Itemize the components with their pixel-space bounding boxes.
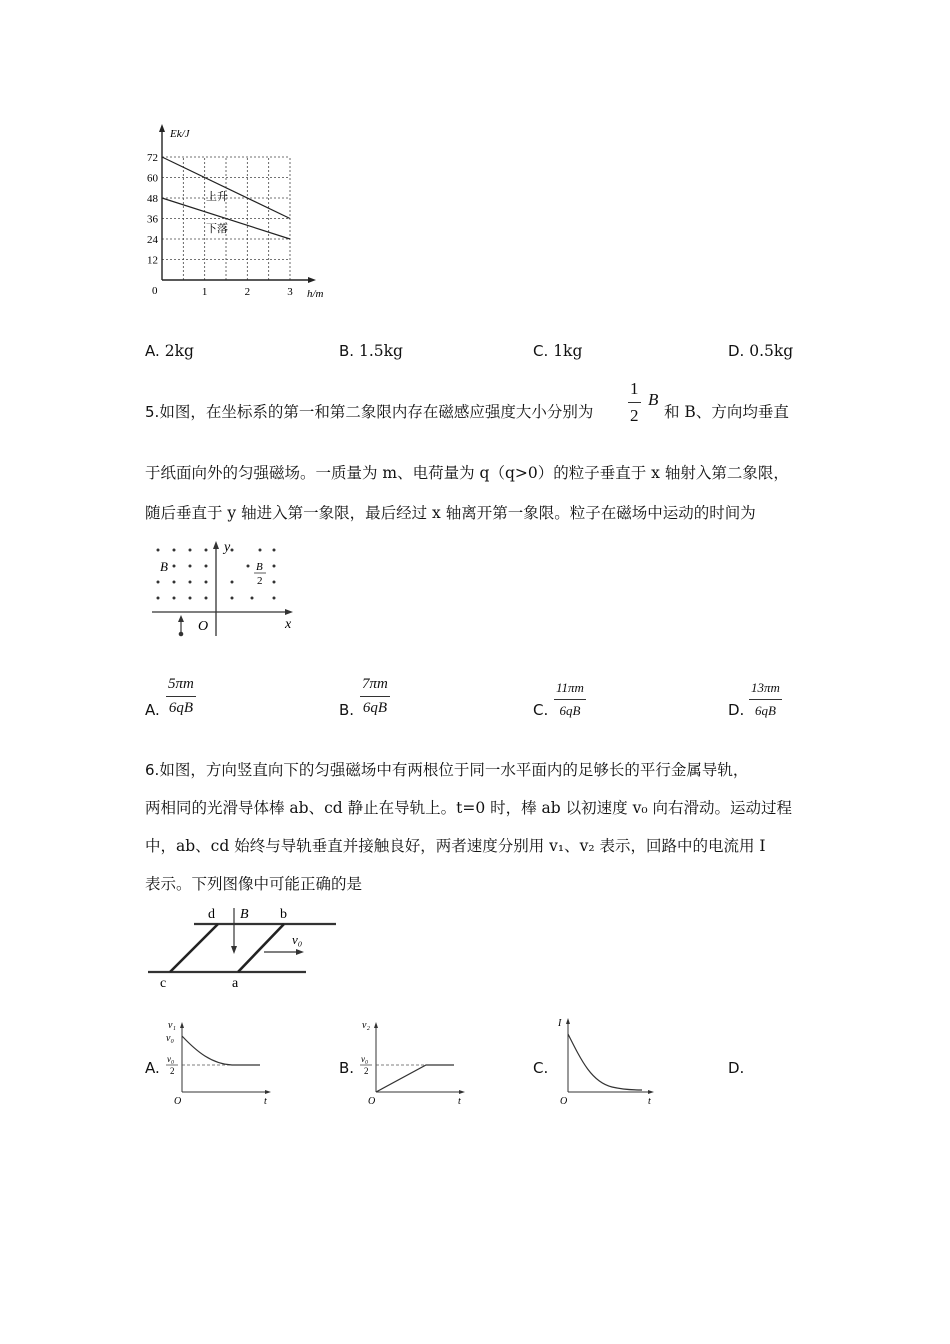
half-b-symbol: B (648, 390, 659, 409)
x-axis-label: x (285, 617, 292, 632)
graph-b-xlabel: t (458, 1096, 461, 1106)
q5-option-b-fraction (360, 676, 390, 717)
q6-line3: 中，ab、cd 始终与导轨垂直并接触良好，两者速度分别用 v₁、v₂ 表示，回路中的电流用 I (145, 837, 766, 855)
series-label-down: 下落 (206, 223, 228, 235)
field-dot (273, 549, 276, 552)
q5-option-a-fraction (166, 676, 196, 717)
fraction-denominator: 6qB (754, 703, 776, 718)
right-field-num: B (256, 561, 263, 573)
field-dot (173, 549, 176, 552)
label-d: d (208, 907, 215, 922)
graph-b-ymid-den: 2 (364, 1066, 369, 1076)
graph-c-ylabel: I (558, 1018, 562, 1029)
graph-b-origin: O (368, 1096, 376, 1106)
field-dot (247, 565, 250, 568)
chart-origin: 0 (152, 285, 158, 297)
field-dot (157, 549, 160, 552)
graph-c (550, 1012, 665, 1106)
y-tick-label: 60 (147, 172, 158, 185)
label-a: a (232, 976, 239, 991)
field-dot (157, 597, 160, 600)
field-dot (251, 597, 254, 600)
q6-line1-text: 如图，方向竖直向下的匀强磁场中有两根位于同一水平面内的足够长的平行金属导轨， (159, 761, 749, 779)
rail-figure (146, 902, 341, 992)
q5-option-a-letter[interactable]: A. (145, 701, 160, 719)
field-dot (157, 581, 160, 584)
fraction-numerator: 7πm (360, 676, 390, 697)
q6-line4: 表示。下列图像中可能正确的是 (145, 875, 363, 893)
chart-ylabel: Ek/J (170, 128, 190, 140)
field-dot (205, 581, 208, 584)
origin-label: O (198, 619, 209, 634)
q6-line2: 两相同的光滑导体棒 ab、cd 静止在导轨上。t=0 时，棒 ab 以初速度 v₀ 向右滑动。运动过程 (145, 799, 792, 817)
field-dot (189, 565, 192, 568)
label-b: b (280, 907, 287, 922)
question-number: 6. (145, 761, 160, 779)
fraction-denominator: 6qB (168, 700, 194, 716)
option-letter: B. (339, 342, 355, 360)
q5-option-d-fraction (749, 680, 782, 719)
q5-line1-text: 如图，在坐标系的第一和第二象限内存在磁感应强度大小分别为 (159, 403, 594, 421)
option-letter: C. (533, 342, 549, 360)
graph-a-ylabel: v₁ (168, 1020, 176, 1031)
q5-option-c-fraction (554, 680, 586, 719)
series-label-up: 上升 (206, 191, 228, 203)
q5-line3: 随后垂直于 y 轴进入第一象限，最后经过 x 轴离开第一象限。粒子在磁场中运动的时间为 (145, 504, 756, 522)
q5-option-b-letter[interactable]: B. (339, 701, 355, 719)
field-dot (205, 549, 208, 552)
graph-b (356, 1016, 471, 1106)
field-dot (205, 597, 208, 600)
fraction-numerator: 5πm (166, 676, 196, 697)
option-text: 0.5kg (749, 342, 794, 360)
field-dot (273, 581, 276, 584)
x-tick-label: 1 (201, 286, 208, 298)
label-field-b: B (240, 907, 249, 922)
half-fraction (628, 379, 641, 426)
field-dot (189, 549, 192, 552)
graph-c-origin: O (560, 1096, 568, 1106)
y-axis-label: y (224, 540, 231, 555)
field-dot (231, 581, 234, 584)
q6-line1 (145, 763, 748, 779)
graph-a-ymid-den: 2 (170, 1066, 175, 1076)
field-dot (173, 597, 176, 600)
field-dot (173, 565, 176, 568)
field-dot (259, 549, 262, 552)
field-dot (231, 597, 234, 600)
y-tick-label: 36 (147, 213, 158, 226)
graph-a-ytop: v₀ (166, 1033, 174, 1044)
field-dot (173, 581, 176, 584)
x-tick-label: 3 (287, 286, 293, 298)
fraction-numerator: 11πm (554, 680, 586, 700)
q4-option-b[interactable] (339, 344, 403, 360)
q4-option-a[interactable] (145, 344, 194, 360)
graph-a-ymid-num: v₀ (167, 1054, 175, 1064)
option-text: 1kg (553, 342, 583, 360)
q5-option-d-letter[interactable]: D. (728, 701, 745, 719)
field-dot (231, 549, 234, 552)
q6-option-c-letter[interactable]: C. (533, 1059, 549, 1077)
field-dot (205, 565, 208, 568)
q5-line1-after: 和 B、方向均垂直 (664, 403, 789, 421)
y-tick-label: 12 (147, 254, 158, 267)
graph-b-ymid-num: v₀ (361, 1054, 369, 1064)
q6-option-d-letter[interactable]: D. (728, 1059, 745, 1077)
graph-a (162, 1016, 277, 1106)
field-dot (273, 597, 276, 600)
graph-a-origin: O (174, 1096, 182, 1106)
x-tick-label: 2 (244, 286, 251, 298)
left-field-label: B (160, 559, 168, 574)
chart-xlabel: h/m (307, 288, 324, 300)
option-text: 1.5kg (359, 342, 403, 360)
q5-option-c-letter[interactable]: C. (533, 701, 549, 719)
q4-option-d[interactable] (728, 344, 793, 360)
graph-c-xlabel: t (648, 1096, 651, 1106)
label-c: c (160, 976, 167, 991)
graph-b-ylabel: v₂ (362, 1020, 370, 1031)
q4-option-c[interactable] (533, 344, 582, 360)
graph-a-xlabel: t (264, 1096, 267, 1106)
field-dot (189, 597, 192, 600)
question-number: 5. (145, 403, 160, 421)
fraction-numerator: 13πm (749, 680, 782, 700)
field-dot (189, 581, 192, 584)
right-field-den: 2 (257, 575, 263, 587)
option-text: 2kg (164, 342, 194, 360)
y-tick-label: 24 (147, 234, 158, 246)
option-letter: D. (728, 342, 745, 360)
q5-line1 (145, 405, 593, 421)
q6-option-a-letter[interactable]: A. (145, 1059, 160, 1077)
y-tick-label: 48 (147, 193, 158, 205)
fraction-denominator: 2 (630, 406, 639, 425)
option-letter: A. (145, 342, 160, 360)
y-tick-label: 72 (147, 152, 158, 164)
ek-h-chart (140, 120, 340, 305)
fraction-denominator: 6qB (559, 703, 581, 718)
field-dot (273, 565, 276, 568)
q5-line2: 于纸面向外的匀强磁场。一质量为 m、电荷量为 q（q>0）的粒子垂直于 x 轴射入第二象限， (145, 464, 789, 482)
magnetic-field-figure (148, 536, 298, 640)
fraction-numerator: 1 (628, 379, 641, 403)
q6-option-b-letter[interactable]: B. (339, 1059, 355, 1077)
label-v0: v₀ (292, 932, 303, 947)
fraction-denominator: 6qB (362, 700, 388, 716)
